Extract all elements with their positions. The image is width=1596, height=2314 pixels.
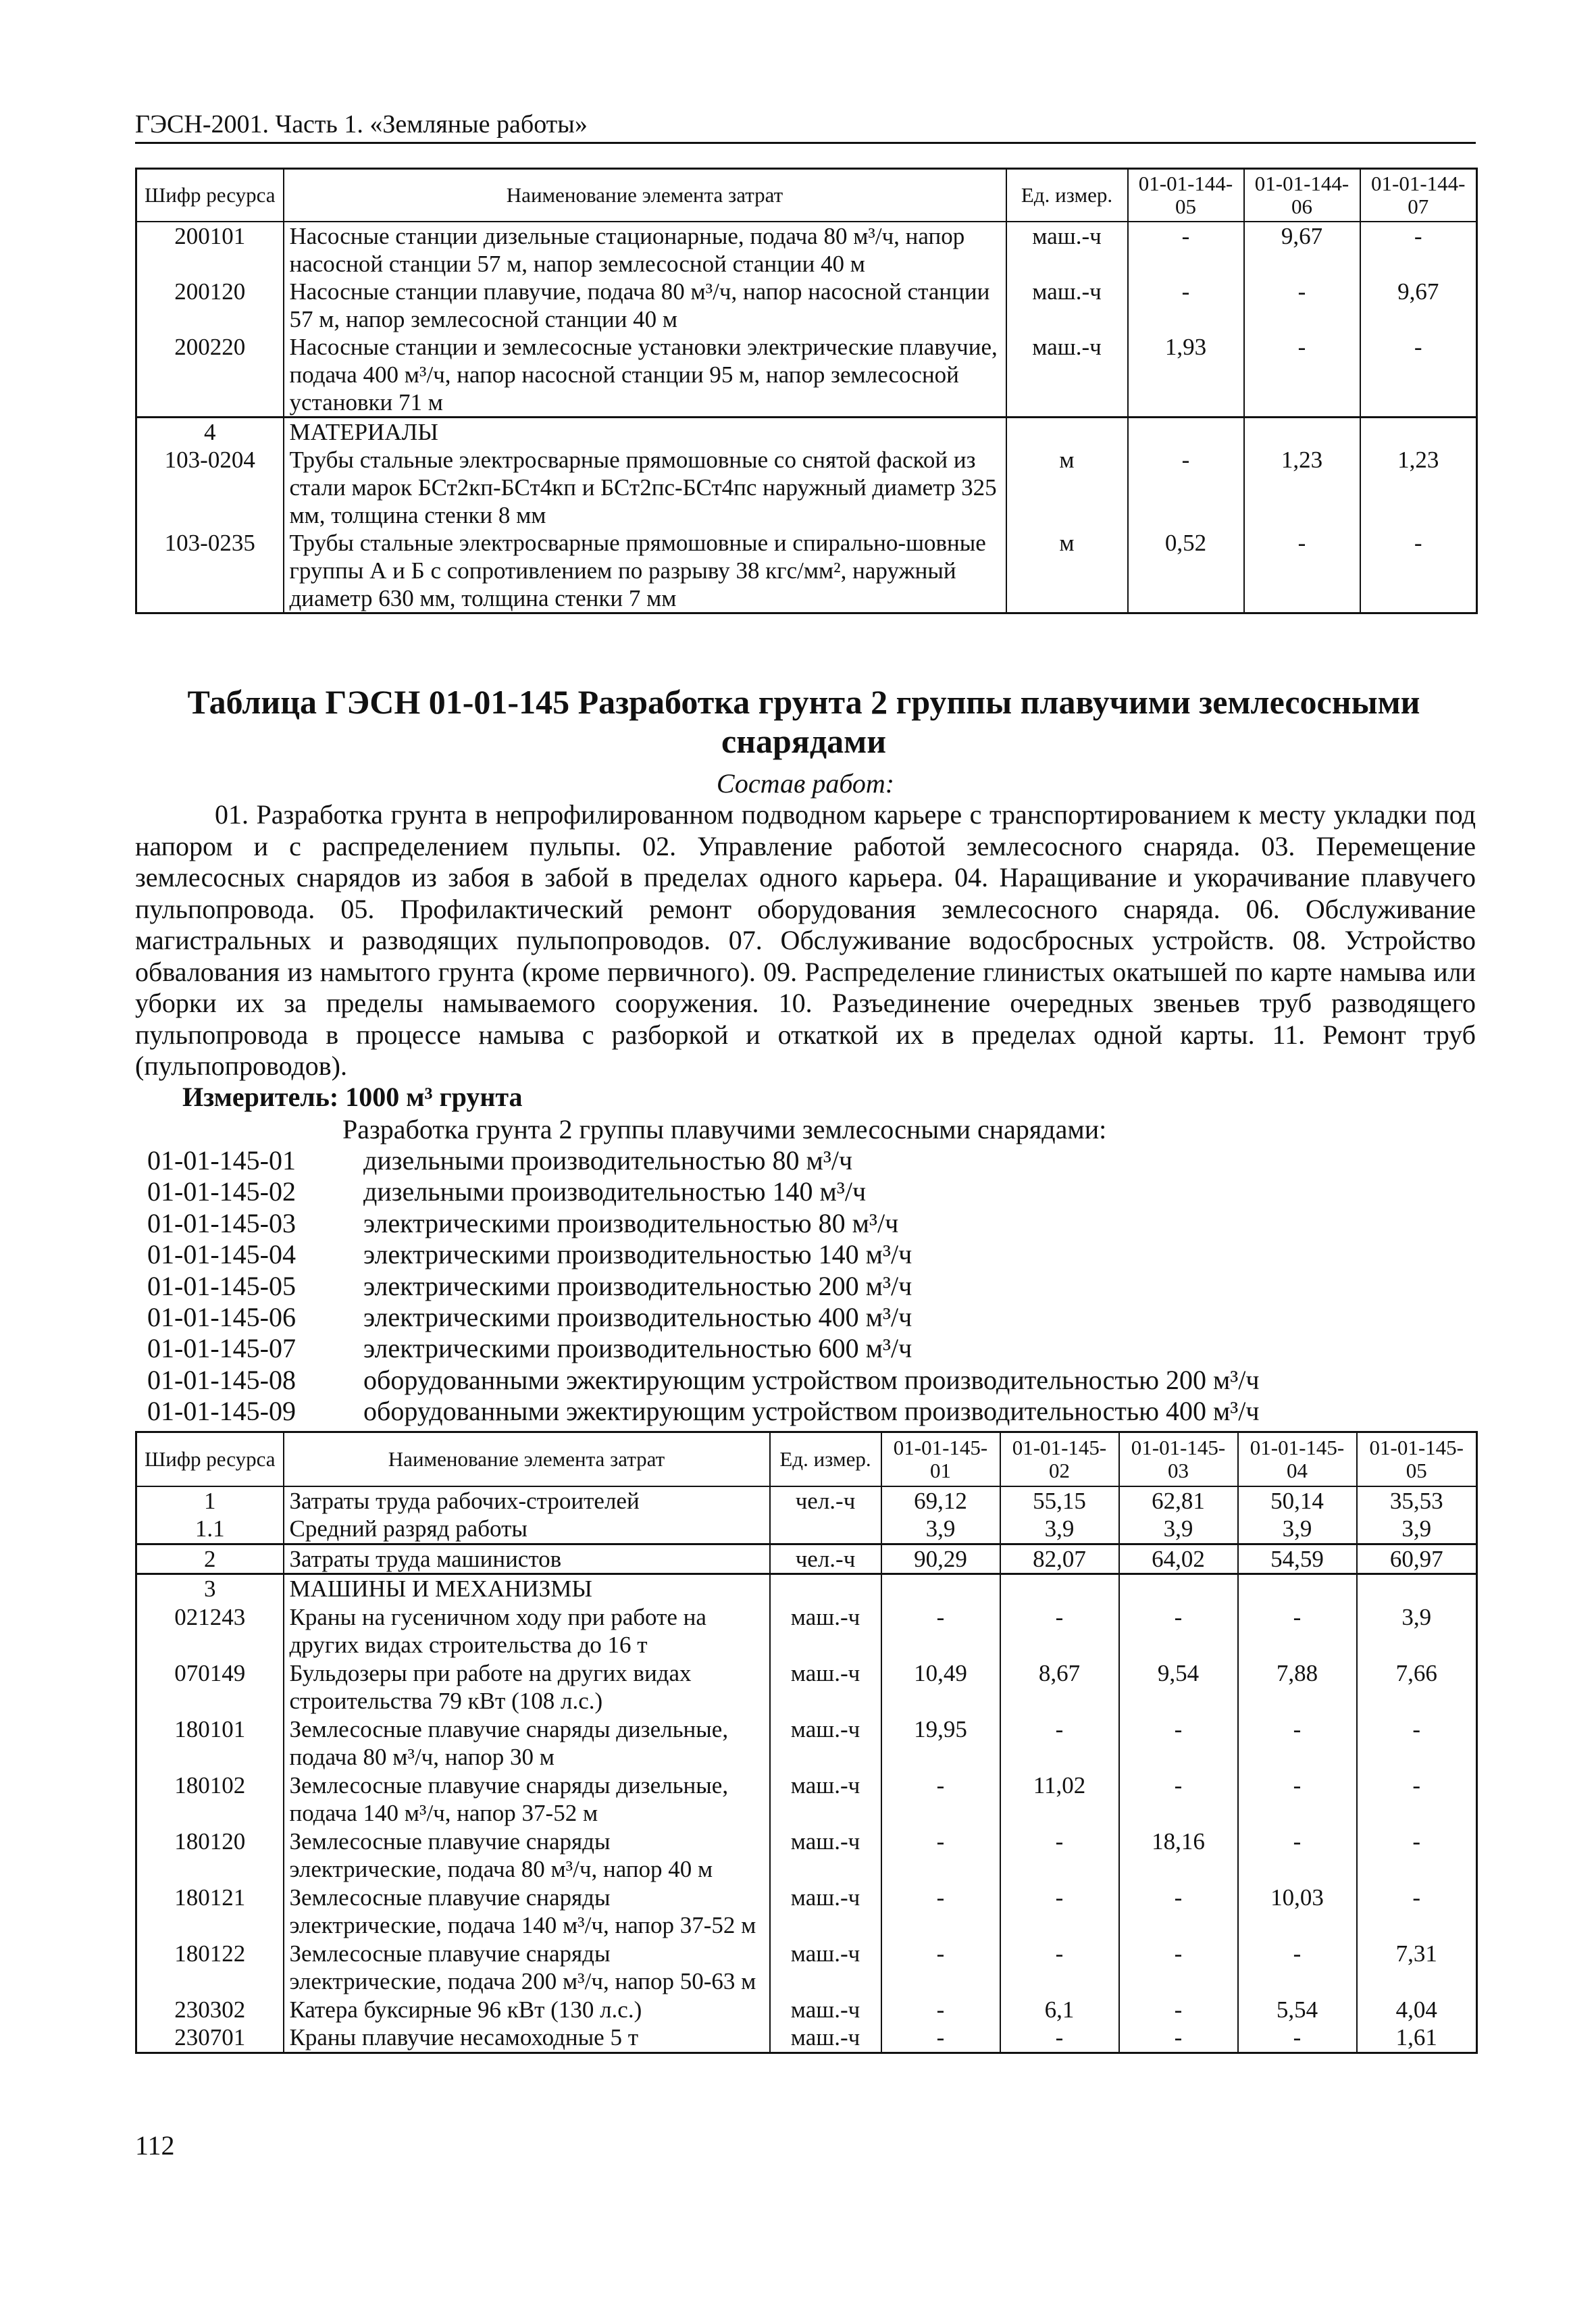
resource-code: 200101 [136, 222, 284, 278]
unit: маш.-ч [770, 1996, 881, 2024]
value-cell [1238, 1574, 1357, 1603]
resource-code: 103-0204 [136, 446, 284, 529]
value-cell: - [881, 1603, 1000, 1659]
value-cell: - [1357, 1828, 1477, 1884]
value-cell: - [1119, 1715, 1238, 1771]
value-cell: 60,97 [1357, 1544, 1477, 1574]
resource-code: 1.1 [136, 1515, 284, 1544]
value-cell: - [881, 2023, 1000, 2053]
value-cell: - [881, 1996, 1000, 2024]
value-cell: - [1360, 222, 1477, 278]
value-cell: - [1238, 1715, 1357, 1771]
resource-code: 180102 [136, 1771, 284, 1828]
value-cell: - [881, 1940, 1000, 1996]
list-item [147, 1333, 1259, 1364]
resource-code: 3 [136, 1574, 284, 1603]
value-cell: 10,03 [1238, 1884, 1357, 1940]
resources-table-145 [135, 1431, 1478, 2054]
value-cell: 3,9 [1357, 1515, 1477, 1544]
value-cell: 11,02 [1000, 1771, 1119, 1828]
value-cell: - [881, 1771, 1000, 1828]
cost-name: Землесосные плавучие снаряды дизельные, подача 140 м³/ч, напор 37-52 м [284, 1771, 770, 1828]
resource-code: 103-0235 [136, 529, 284, 613]
col-header: Шифр ресурса [136, 169, 284, 222]
norm-code: 01-01-145-05 [147, 1270, 296, 1301]
cost-name: Трубы стальные электросварные прямошовные и спирально-шовные группы А и Б с сопротивлением по разрыву 38 кгс/мм², наружный диаметр 630 мм, толщина стенки 7 мм [284, 529, 1006, 613]
col-header: 01-01-145-05 [1357, 1432, 1477, 1486]
value-cell: - [1128, 278, 1244, 333]
list-item [147, 1176, 1259, 1207]
col-header: Наименование элемента затрат [284, 169, 1006, 222]
col-header: 01-01-144-06 [1244, 169, 1360, 222]
cost-name: Трубы стальные электросварные прямошовные со снятой фаской из стали марок БСт2кп-БСт4кп и БСт2пс-БСт4пс наружный диаметр 325 мм, толщина стенки 8 мм [284, 446, 1006, 529]
table-row [136, 2023, 1477, 2053]
value-cell: - [881, 1828, 1000, 1884]
value-cell [881, 1574, 1000, 1603]
value-cell [1119, 1574, 1238, 1603]
value-cell: 4,04 [1357, 1996, 1477, 2024]
unit: маш.-ч [770, 1828, 881, 1884]
list-item [147, 1145, 1259, 1176]
col-header: 01-01-144-05 [1128, 169, 1244, 222]
cost-name: Катера буксирные 96 кВт (130 л.с.) [284, 1996, 770, 2024]
unit [770, 1574, 881, 1603]
norm-text: электрическими производительностью 80 м³/ч [363, 1207, 899, 1238]
unit-of-measure: Измеритель: 1000 м³ грунта [182, 1082, 523, 1112]
value-cell: 18,16 [1119, 1828, 1238, 1884]
value-cell: 54,59 [1238, 1544, 1357, 1574]
value-cell [1357, 1574, 1477, 1603]
norm-text: электрическими производительностью 600 м³/ч [363, 1333, 912, 1364]
col-header: Шифр ресурса [136, 1432, 284, 1486]
value-cell: 10,49 [881, 1659, 1000, 1715]
value-cell: - [1000, 1940, 1119, 1996]
value-cell: - [1357, 1771, 1477, 1828]
value-cell: 1,93 [1128, 333, 1244, 418]
value-cell: 55,15 [1000, 1486, 1119, 1515]
value-cell: - [1357, 1715, 1477, 1771]
value-cell: - [1119, 1940, 1238, 1996]
value-cell: 69,12 [881, 1486, 1000, 1515]
section-row [136, 1574, 1477, 1603]
col-header: Ед. измер. [1006, 169, 1128, 222]
resource-code: 180101 [136, 1715, 284, 1771]
value-cell: 64,02 [1119, 1544, 1238, 1574]
resource-code: 180121 [136, 1884, 284, 1940]
section-title: Таблица ГЭСН 01-01-145 Разработка грунта 2 группы плавучими землесосными снарядами [187, 683, 1420, 760]
value-cell: 1,61 [1357, 2023, 1477, 2053]
cost-name: Землесосные плавучие снаряды дизельные, подача 80 м³/ч, напор 30 м [284, 1715, 770, 1771]
unit: маш.-ч [770, 1603, 881, 1659]
value-cell: 7,66 [1357, 1659, 1477, 1715]
norm-code: 01-01-145-02 [147, 1176, 296, 1207]
value-cell: - [1238, 1828, 1357, 1884]
resource-code: 180122 [136, 1940, 284, 1996]
norm-text: дизельными производительностью 140 м³/ч [363, 1176, 867, 1207]
cost-name: Насосные станции плавучие, подача 80 м³/ч, напор насосной станции 57 м, напор землесосной станции 40 м [284, 278, 1006, 333]
value-cell: 7,88 [1238, 1659, 1357, 1715]
value-cell: 3,9 [1000, 1515, 1119, 1544]
resource-code: 180120 [136, 1828, 284, 1884]
list-item [147, 1271, 1259, 1302]
value-cell: 90,29 [881, 1544, 1000, 1574]
col-header: 01-01-145-02 [1000, 1432, 1119, 1486]
unit [770, 1515, 881, 1544]
value-cell: - [881, 1884, 1000, 1940]
value-cell: 35,53 [1357, 1486, 1477, 1515]
value-cell: - [1000, 2023, 1119, 2053]
value-cell: - [1119, 1996, 1238, 2024]
value-cell: - [1119, 1603, 1238, 1659]
value-cell: - [1119, 2023, 1238, 2053]
unit [1006, 417, 1128, 446]
value-cell: - [1128, 446, 1244, 529]
unit: маш.-ч [770, 2023, 881, 2053]
table-row [136, 1715, 1477, 1771]
resource-code: 070149 [136, 1659, 284, 1715]
norm-text: оборудованными эжектирующим устройством производительностью 200 м³/ч [363, 1364, 1260, 1395]
value-cell: - [1119, 1884, 1238, 1940]
unit: маш.-ч [770, 1659, 881, 1715]
list-item [147, 1365, 1259, 1396]
value-cell [1360, 417, 1477, 446]
norm-text: электрическими производительностью 400 м³/ч [363, 1302, 912, 1333]
list-item [147, 1302, 1259, 1333]
norm-code: 01-01-145-06 [147, 1302, 296, 1333]
value-cell: - [1238, 1940, 1357, 1996]
norm-text: дизельными производительностью 80 м³/ч [363, 1145, 853, 1176]
cost-name: Краны плавучие несамоходные 5 т [284, 2023, 770, 2053]
value-cell: - [1238, 1603, 1357, 1659]
section-row [136, 417, 1477, 446]
value-cell: - [1238, 1771, 1357, 1828]
value-cell: - [1244, 278, 1360, 333]
list-item [147, 1208, 1259, 1239]
unit: чел.-ч [770, 1486, 881, 1515]
items-intro: Разработка грунта 2 группы плавучими землесосными снарядами: [342, 1114, 1107, 1145]
value-cell: 3,9 [1119, 1515, 1238, 1544]
cost-name: Насосные станции и землесосные установки электрические плавучие, подача 400 м³/ч, напор насосной станции 95 м, напор землесосной установки 71 м [284, 333, 1006, 418]
unit: чел.-ч [770, 1544, 881, 1574]
value-cell: 0,52 [1128, 529, 1244, 613]
value-cell [1244, 417, 1360, 446]
list-item [147, 1396, 1259, 1427]
section-name: МАТЕРИАЛЫ [284, 417, 1006, 446]
cost-name: Землесосные плавучие снаряды электрические, подача 200 м³/ч, напор 50-63 м [284, 1940, 770, 1996]
cost-name: Землесосные плавучие снаряды электрические, подача 80 м³/ч, напор 40 м [284, 1828, 770, 1884]
norm-code: 01-01-145-07 [147, 1333, 296, 1364]
resource-code: 021243 [136, 1603, 284, 1659]
table-row [136, 1884, 1477, 1940]
cost-name: Краны на гусеничном ходу при работе на других видах строительства до 16 т [284, 1603, 770, 1659]
value-cell: - [1357, 1884, 1477, 1940]
value-cell: 82,07 [1000, 1544, 1119, 1574]
table-row [136, 1486, 1477, 1515]
list-item [147, 1239, 1259, 1270]
norm-text: электрическими производительностью 200 м³/ч [363, 1270, 912, 1301]
value-cell: 3,9 [1238, 1515, 1357, 1544]
value-cell: 9,67 [1360, 278, 1477, 333]
value-cell: - [1244, 333, 1360, 418]
col-header: 01-01-145-01 [881, 1432, 1000, 1486]
unit: маш.-ч [770, 1884, 881, 1940]
work-composition: 01. Разработка грунта в непрофилированном подводном карьере с транспортированием к месту укладки под напором и с распределением пульпы. 02. Управление работой землесосного снаряда. 03. Перемещение землесосных снарядов из забоя в забой в пределах одного карьера. 04. Наращивание и укорачивание плавучего пульпопровода. 05. Профилактический ремонт оборудования землесосного снаряда. 06. Обслуживание магистральных и разводящих пульпопроводов. 07. Обслуживание водосбросных устройств. 08. Устройство обвалования из намытого грунта (кроме первичного). 09. Распределение глинистых окатышей по карте намыва или уборки их за пределы намываемого сооружения. 10. Разъединение очередных звеньев труб разводящего пульпопровода в процессе намыва с разборкой и откаткой их в пределах одной карты. 11. Ремонт труб (пульпопроводов). [135, 799, 1476, 1081]
table-row [136, 1828, 1477, 1884]
resource-code: 230701 [136, 2023, 284, 2053]
table-row [136, 1659, 1477, 1715]
table-row [136, 529, 1477, 613]
value-cell: 9,67 [1244, 222, 1360, 278]
value-cell: 50,14 [1238, 1486, 1357, 1515]
resource-code: 4 [136, 417, 284, 446]
resource-code: 2 [136, 1544, 284, 1574]
cost-name: Затраты труда рабочих-строителей [284, 1486, 770, 1515]
unit: м [1006, 529, 1128, 613]
value-cell: - [1360, 333, 1477, 418]
value-cell: - [1128, 222, 1244, 278]
col-header: 01-01-144-07 [1360, 169, 1477, 222]
unit: маш.-ч [1006, 278, 1128, 333]
table-row [136, 1544, 1477, 1574]
col-header: Наименование элемента затрат [284, 1432, 770, 1486]
value-cell: 62,81 [1119, 1486, 1238, 1515]
table2-body [136, 1486, 1477, 2053]
col-header: Ед. измер. [770, 1432, 881, 1486]
value-cell: - [1244, 529, 1360, 613]
table-row [136, 1940, 1477, 1996]
section-subtitle: Состав работ: [716, 768, 895, 799]
cost-name: Бульдозеры при работе на других видах строительства 79 кВт (108 л.с.) [284, 1659, 770, 1715]
norm-code: 01-01-145-09 [147, 1396, 296, 1427]
resource-code: 200120 [136, 278, 284, 333]
section-name: МАШИНЫ И МЕХАНИЗМЫ [284, 1574, 770, 1603]
value-cell: - [1119, 1771, 1238, 1828]
norm-code: 01-01-145-04 [147, 1239, 296, 1270]
value-cell: - [1000, 1715, 1119, 1771]
cost-name: Средний разряд работы [284, 1515, 770, 1544]
cost-name: Землесосные плавучие снаряды электрические, подача 140 м³/ч, напор 37-52 м [284, 1884, 770, 1940]
cost-name: Затраты труда машинистов [284, 1544, 770, 1574]
page-number: 112 [135, 2130, 175, 2161]
norm-text: электрическими производительностью 140 м³/ч [363, 1239, 912, 1270]
norm-code: 01-01-145-03 [147, 1207, 296, 1238]
norm-list [147, 1145, 1259, 1428]
value-cell: 6,1 [1000, 1996, 1119, 2024]
header-divider [135, 142, 1476, 144]
value-cell: 1,23 [1360, 446, 1477, 529]
value-cell: 7,31 [1357, 1940, 1477, 1996]
value-cell: 5,54 [1238, 1996, 1357, 2024]
resource-code: 1 [136, 1486, 284, 1515]
value-cell [1000, 1574, 1119, 1603]
unit: м [1006, 446, 1128, 529]
table-row [136, 446, 1477, 529]
value-cell: 19,95 [881, 1715, 1000, 1771]
value-cell: 9,54 [1119, 1659, 1238, 1715]
table-row [136, 333, 1477, 418]
unit: маш.-ч [770, 1715, 881, 1771]
table-row [136, 1771, 1477, 1828]
value-cell: - [1360, 529, 1477, 613]
value-cell: - [1238, 2023, 1357, 2053]
value-cell: - [1000, 1603, 1119, 1659]
value-cell: - [1000, 1828, 1119, 1884]
table-row [136, 278, 1477, 333]
col-header: 01-01-145-04 [1238, 1432, 1357, 1486]
value-cell [1128, 417, 1244, 446]
unit: маш.-ч [1006, 222, 1128, 278]
resources-table-144 [135, 168, 1478, 614]
value-cell: 1,23 [1244, 446, 1360, 529]
col-header: 01-01-145-03 [1119, 1432, 1238, 1486]
table-row [136, 1515, 1477, 1544]
resource-code: 200220 [136, 333, 284, 418]
table-row [136, 222, 1477, 278]
unit: маш.-ч [1006, 333, 1128, 418]
value-cell: 3,9 [881, 1515, 1000, 1544]
cost-name: Насосные станции дизельные стационарные, подача 80 м³/ч, напор насосной станции 57 м, напор землесосной станции 40 м [284, 222, 1006, 278]
norm-code: 01-01-145-01 [147, 1145, 296, 1176]
norm-text: оборудованными эжектирующим устройством производительностью 400 м³/ч [363, 1396, 1260, 1427]
table-row [136, 1996, 1477, 2024]
page-header: ГЭСН-2001. Часть 1. «Земляные работы» [135, 110, 588, 139]
table-row [136, 1603, 1477, 1659]
value-cell: 8,67 [1000, 1659, 1119, 1715]
value-cell: 3,9 [1357, 1603, 1477, 1659]
unit: маш.-ч [770, 1940, 881, 1996]
unit: маш.-ч [770, 1771, 881, 1828]
value-cell: - [1000, 1884, 1119, 1940]
norm-code: 01-01-145-08 [147, 1364, 296, 1395]
resource-code: 230302 [136, 1996, 284, 2024]
